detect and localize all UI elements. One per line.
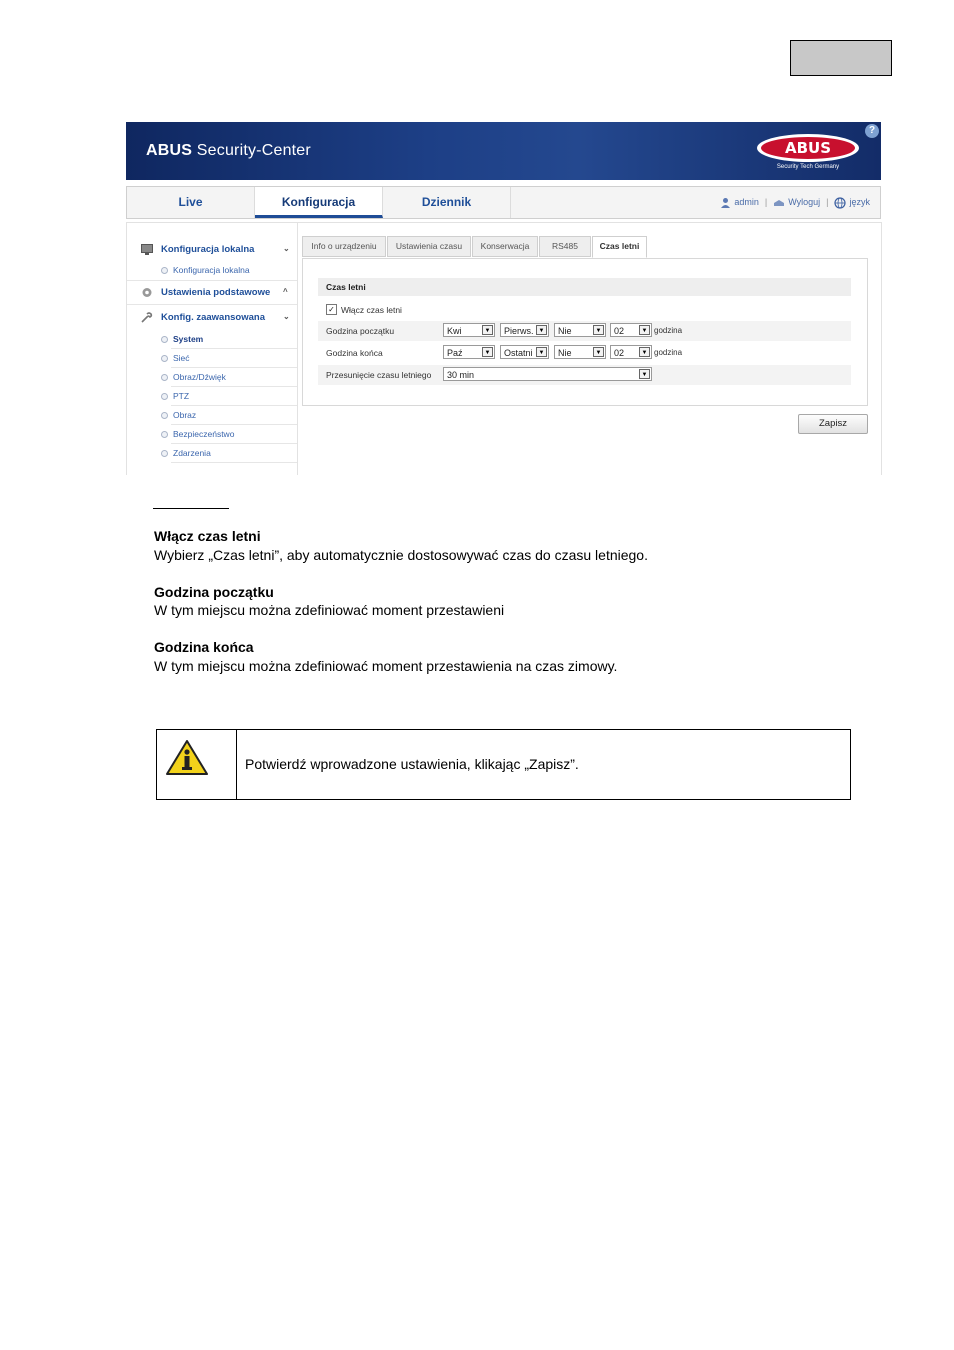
sidebar-item-network[interactable]: Sieć (173, 353, 190, 363)
start-day-select[interactable]: Nie ▼ (554, 323, 606, 337)
brand-title: ABUS Security-Center (146, 142, 311, 159)
section-rule (153, 508, 229, 509)
section-enable-dst-title: Włącz czas letni (154, 528, 261, 544)
content-area (126, 222, 882, 475)
note-text: Potwierdź wprowadzone ustawienia, klikając „Zapisz”. (245, 756, 579, 772)
info-note-box (156, 729, 851, 800)
sidebar-basic-settings[interactable]: Ustawienia podstawowe ^ (143, 287, 270, 298)
user-bar: admin | Wyloguj | język (720, 187, 870, 218)
enable-dst-checkbox[interactable]: ✓ (326, 304, 337, 315)
tab-konfiguracja[interactable]: Konfiguracja (255, 187, 383, 218)
app-header (126, 122, 881, 180)
globe-icon (834, 197, 846, 209)
monitor-icon (141, 244, 153, 255)
dst-panel (302, 258, 868, 406)
tab-daylight-saving[interactable]: Czas letni (592, 236, 647, 258)
logout-icon (773, 198, 785, 207)
section-start-title: Godzina początku (154, 584, 274, 600)
tab-maintenance[interactable]: Konserwacja (472, 236, 538, 257)
tab-rs485[interactable]: RS485 (539, 236, 591, 257)
section-enable-dst-text: Wybierz „Czas letni”, aby automatycznie dostosowywać czas do czasu letniego. (154, 547, 648, 563)
end-unit-label: godzina (654, 348, 683, 357)
language-link[interactable]: język (849, 197, 870, 207)
sidebar-item-local-config[interactable]: Konfiguracja lokalna (173, 265, 250, 275)
start-week-select[interactable]: Pierws. ▼ (500, 323, 549, 337)
start-label: Godzina początku (326, 326, 395, 336)
sidebar-item-events[interactable]: Zdarzenia (173, 448, 211, 458)
sidebar-item-system[interactable]: System (173, 334, 203, 344)
svg-text:ABUS: ABUS (784, 139, 832, 157)
tab-live[interactable]: Live (127, 187, 255, 218)
info-warning-icon (165, 739, 209, 777)
start-row (318, 321, 851, 341)
gear-icon (141, 287, 153, 298)
enable-dst-label: Włącz czas letni (341, 305, 402, 315)
end-week-select[interactable]: Ostatni ▼ (500, 345, 549, 359)
sidebar-item-ptz[interactable]: PTZ (173, 391, 189, 401)
sidebar-item-image[interactable]: Obraz (173, 410, 196, 420)
sidebar-item-security[interactable]: Bezpieczeństwo (173, 429, 234, 439)
end-label: Godzina końca (326, 348, 383, 358)
page-marker-box (790, 40, 892, 76)
start-unit-label: godzina (654, 326, 683, 335)
save-button[interactable]: Zapisz (798, 414, 868, 434)
chevron-up-icon: ^ (283, 287, 288, 296)
end-day-select[interactable]: Nie ▼ (554, 345, 606, 359)
svg-text:Security Tech Germany: Security Tech Germany (776, 164, 840, 170)
tab-time-settings[interactable]: Ustawienia czasu (387, 236, 471, 257)
main-nav (126, 186, 881, 219)
section-start-text: W tym miejscu można zdefiniować moment przestawieni (154, 602, 505, 618)
user-icon (720, 197, 731, 208)
enable-row (318, 300, 851, 320)
help-icon[interactable]: ? (865, 124, 879, 138)
tab-dziennik[interactable]: Dziennik (383, 187, 511, 218)
logout-link[interactable]: Wyloguj (788, 197, 821, 207)
start-hour-select[interactable]: 02 ▼ (610, 323, 652, 337)
end-row (318, 343, 851, 363)
ui-screenshot (126, 122, 881, 474)
section-end-title: Godzina końca (154, 639, 254, 655)
user-link[interactable]: admin (734, 197, 759, 207)
sidebar-advanced[interactable]: Konfig. zaawansowana ⌄ (143, 312, 265, 323)
tab-device-info[interactable]: Info o urządzeniu (302, 236, 386, 257)
chevron-down-icon: ⌄ (283, 312, 290, 321)
end-hour-select[interactable]: 02 ▼ (610, 345, 652, 359)
section-end-text: W tym miejscu można zdefiniować moment przestawienia na czas zimowy. (154, 658, 618, 674)
abus-logo (756, 132, 860, 172)
end-month-select[interactable]: Paź ▼ (443, 345, 495, 359)
wrench-icon (141, 312, 153, 323)
panel-title: Czas letni (318, 278, 851, 296)
start-month-select[interactable]: Kwi ▼ (443, 323, 495, 337)
chevron-down-icon: ⌄ (283, 244, 290, 253)
sidebar-item-video-audio[interactable]: Obraz/Dźwięk (173, 372, 226, 382)
sidebar (127, 223, 298, 475)
sidebar-local-config[interactable]: Konfiguracja lokalna ⌄ (143, 244, 254, 255)
offset-row (318, 365, 851, 385)
offset-label: Przesunięcie czasu letniego (326, 370, 432, 380)
offset-select[interactable]: 30 min ▼ (443, 367, 652, 381)
